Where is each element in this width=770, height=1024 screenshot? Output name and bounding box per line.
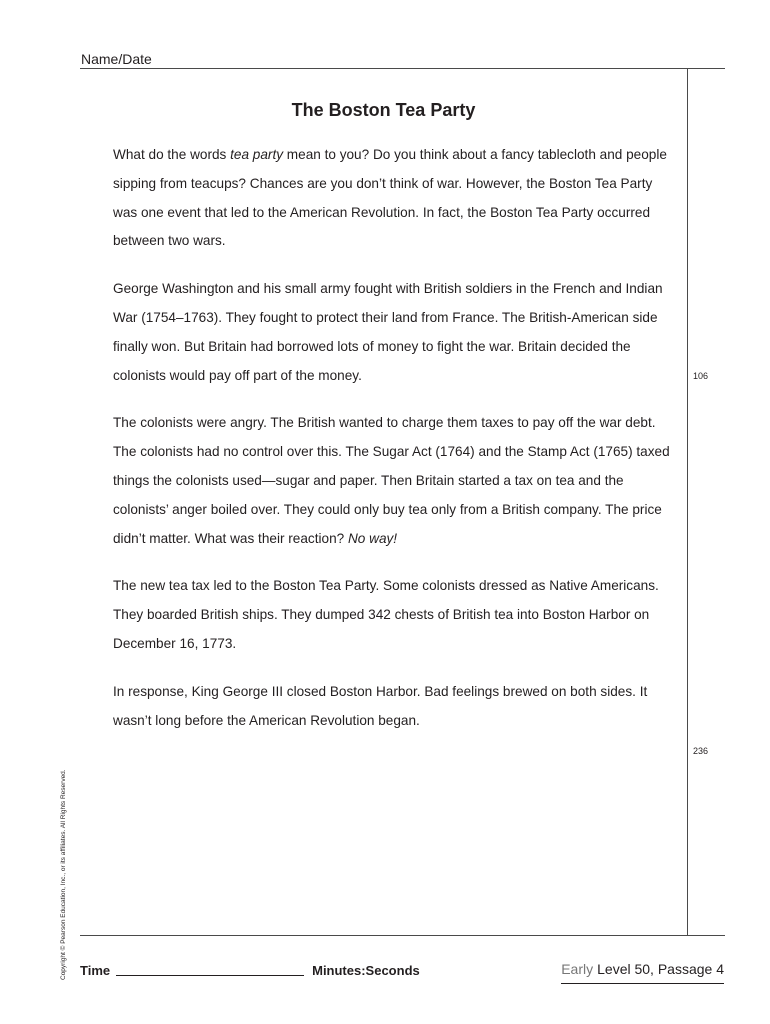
time-label: Time bbox=[80, 963, 111, 978]
passage-title: The Boston Tea Party bbox=[291, 100, 476, 120]
time-blank-line bbox=[116, 963, 304, 976]
level-passage-label bbox=[561, 961, 724, 984]
paragraph-1: What do the words tea party mean to you? Do you think about a fancy tablecloth and people sipping from teacups? Chances are you don’t think of war. However, the Boston Tea Party was one event that led to the American Revolution. In fact, the Boston Tea Party occurred between two wars. bbox=[113, 147, 667, 249]
timing-footer bbox=[80, 963, 420, 978]
paragraph-2: George Washington and his small army fought with British soldiers in the French and Indian War (1754–1763). They fought to protect their land from France. The British-American side finally won. But Britain had borrowed lots of money to fight the war. Britain decided the colonists would pay off part of the money. bbox=[113, 281, 663, 383]
word-count-106: 106 bbox=[693, 371, 709, 381]
level-prefix: Early bbox=[561, 961, 594, 977]
top-rule bbox=[80, 68, 725, 69]
minutes-seconds-label: Minutes:Seconds bbox=[312, 963, 420, 978]
passage-body bbox=[113, 141, 678, 754]
level-text: Level 50, Passage 4 bbox=[597, 961, 724, 977]
name-date-label: Name/Date bbox=[81, 51, 152, 67]
paragraph-3: The colonists were angry. The British wanted to charge them taxes to pay off the war debt. The colonists had no control over this. The Sugar Act (1764) and the Stamp Act (1765) taxed things the colonists used—sugar and paper. Then Britain started a tax on tea and the colonists’ anger boiled over. They could only buy tea only from a British company. The price didn’t matter. What was their reaction? No way! bbox=[113, 415, 670, 546]
paragraph-5: In response, King George III closed Boston Harbor. Bad feelings brewed on both sides. It wasn’t long before the American Revolution began. bbox=[113, 683, 648, 728]
copyright-notice: Copyright © Pearson Education, Inc., or its affiliates. All Rights Reserved. bbox=[60, 769, 67, 980]
paragraph-4: The new tea tax led to the Boston Tea Party. Some colonists dressed as Native Americans. They boarded British ships. They dumped 342 chests of British tea into Boston Harbor on December 16, 1773. bbox=[113, 578, 659, 651]
bottom-rule bbox=[80, 935, 725, 936]
word-count-column-rule bbox=[687, 68, 688, 936]
word-count-236: 236 bbox=[693, 746, 709, 756]
